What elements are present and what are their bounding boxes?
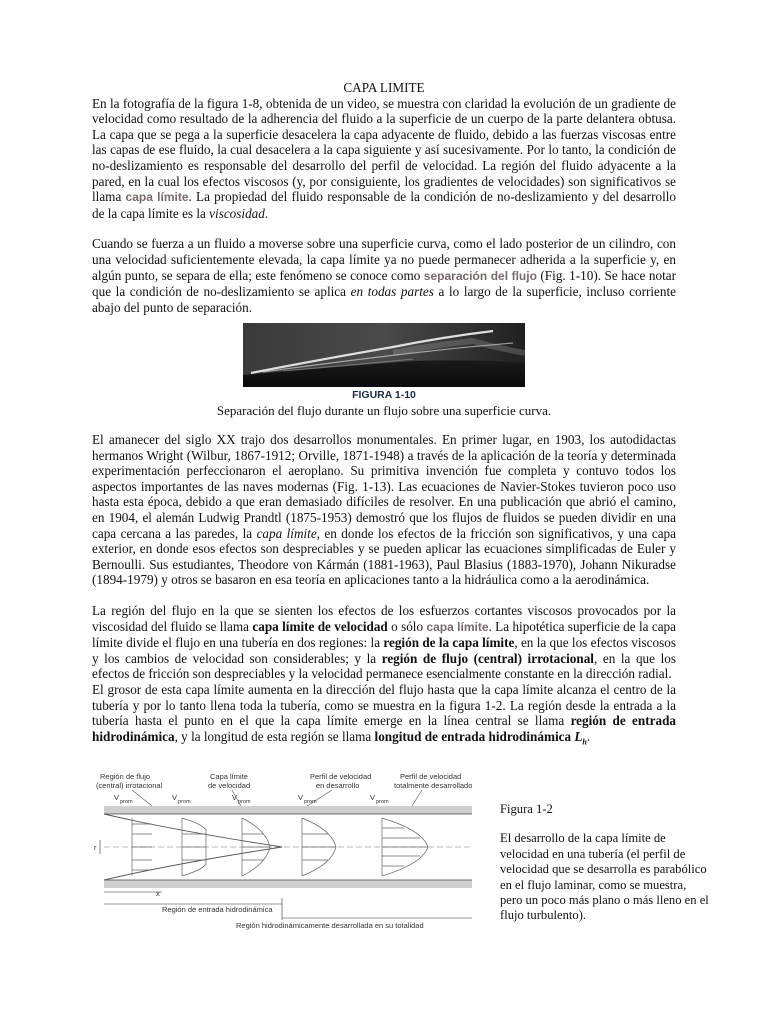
pipe-diagram-svg [92,770,472,930]
svg-text:prom: prom [376,799,389,805]
pipe-boundary-layer-diagram [92,770,472,930]
svg-text:prom: prom [120,799,133,805]
svg-text:en desarrollo: en desarrollo [316,781,360,790]
svg-text:(central) irrotacional: (central) irrotacional [96,781,163,790]
svg-text:r: r [94,843,97,852]
paragraph-4: La región del flujo en la que se sienten los efectos de los esfuerzos cortantes viscosos provocados por la viscosidad del fluido se llama capa límite de velocidad o sólo capa límite. La hipotética superficie de la capa límite divide el flujo en una tubería en dos regiones: la región de la capa límite, en la que los efectos viscosos y los cambios de velocidad son considerables; y la región de flujo (central) irrotacional, en la que los efectos de fricción son despreciables y la velocidad permanece esencialmente constante en la dirección radial. [92,602,677,682]
figure-1-2-caption: El desarrollo de la capa límite de velocidad en una tubería (el perfil de velocidad que se desarrolla es parabólico en el flujo laminar, como se muestra, pero un poco más plano o más lleno en el flujo turbulento). [500,831,709,923]
svg-text:totalmente desarrollado: totalmente desarrollado [394,781,472,790]
figure-1-2-caption-block [500,802,710,924]
page-title: CAPA LIMITE [343,80,425,95]
svg-text:Capa límite: Capa límite [210,772,248,781]
paragraph-2: Cuando se fuerza a un fluido a moverse sobre una superficie curva, como el lado posterior de un cilindro, con una velocidad suficientemente elevada, la capa límite ya no puede permanecer adherida a la superficie y, en algún punto, se separa de ella; este fenómeno se conoce como separación del flujo (Fig. 1-10). Se hace notar que la condición de no-deslizamiento se aplica en todas partes a lo largo de la superficie, incluso corriente abajo del punto de separación. [92,236,676,315]
svg-text:Región de flujo: Región de flujo [100,772,151,781]
svg-text:prom: prom [178,799,191,805]
flow-separation-photo [243,323,525,387]
svg-text:V: V [370,793,376,802]
svg-text:V: V [298,793,304,802]
flow-separation-image [243,323,525,387]
svg-text:Región hidrodinámicamente desa: Región hidrodinámicamente desarrollada en su totalidad [236,921,424,930]
svg-text:V: V [114,793,120,802]
figure-1-10-label: FIGURA 1-10 [352,389,416,401]
paragraph-3: El amanecer del siglo XX trajo dos desarrollos monumentales. En primer lugar, en 1903, los autodidactas hermanos Wright (Wilbur, 1867-1912; Orville, 1871-1948) a través de la aplicación de la teoría y determinada experimentación perfeccionaron el aeroplano. Su primitiva invención fue completa y contuvo todos los aspectos importantes de las naves modernas (Fig. 1-13). Las ecuaciones de Navier-Stokes tuvieron poco uso hasta esta época, debido a que eran demasiado difíciles de resolver. En una publicación que abrió el camino, en 1904, el alemán Ludwig Prandtl (1875-1953) demostró que los flujos de fluidos se pueden dividir en una capa cercana a las paredes, la capa límite, en donde los efectos de la fricción son significativos, y una capa exterior, en donde esos efectos son despreciables y se pueden aplicar las ecuaciones simplificadas de Euler y Bernoulli. Sus estudiantes, Theodore von Kármán (1881-1963), Paul Blasius (1883-1970), Johann Nikuradse (1894-1979) y otros se basaron en esa teoría en aplicaciones tanto a la hidráulica como a la aerodinámica. [92,432,676,588]
svg-text:x: x [156,889,160,898]
svg-text:V: V [232,793,238,802]
document-body-2 [92,432,676,750]
term-capa-limite: capa límite [125,190,189,205]
svg-text:prom: prom [304,799,317,805]
figure-1-10-caption: Separación del flujo durante un flujo sobre una superficie curva. [216,403,552,418]
paragraph-5: El grosor de esta capa límite aumenta en la dirección del flujo hasta que la capa límite alcanza el centro de la tubería y por lo tanto llena toda la tubería, como se muestra en la figura 1-2. La región desde la entrada a la tubería hasta el punto en el que la capa límite emerge en la línea central se llama región de entrada hidrodinámica, y la longitud de esta región se llama longitud de entrada hidrodinámica $L_h$. [92,681,677,747]
svg-text:prom: prom [238,799,251,805]
svg-text:Perfil de velocidad: Perfil de velocidad [400,772,462,781]
svg-text:Perfil de velocidad: Perfil de velocidad [310,772,372,781]
svg-text:de velocidad: de velocidad [208,781,251,790]
term-separacion-flujo: separación del flujo [423,268,537,283]
paragraph-1: En la fotografía de la figura 1-8, obtenida de un video, se muestra con claridad la evolución de un gradiente de velocidad como resultado de la adherencia del fluido a la superficie de un cuerpo de la parte delantera obtusa. La capa que se pega a la superficie desacelera la capa adyacente de fluido, debido a las fuerzas viscosas entre las capas de ese fluido, la cual desacelera a la capa siguiente y así sucesivamente. Por lo tanto, la condición de no-deslizamiento es responsable del desarrollo del perfil de velocidad. La región del fluido adyacente a la pared, en la cual los efectos viscosos (y, por consiguiente, los gradientes de velocidades) son significativos se llama capa límite. La propiedad del fluido responsable de la condición de no-deslizamiento y del desarrollo de la capa límite es la viscosidad. [92,95,676,221]
figure-1-2-number: Figura 1-2 [500,802,553,816]
svg-text:Región de entrada hidrodinámic: Región de entrada hidrodinámica [162,905,273,914]
term-capa-limite-2: capa límite [426,619,489,634]
svg-text:V: V [172,793,178,802]
document-body [92,80,676,315]
